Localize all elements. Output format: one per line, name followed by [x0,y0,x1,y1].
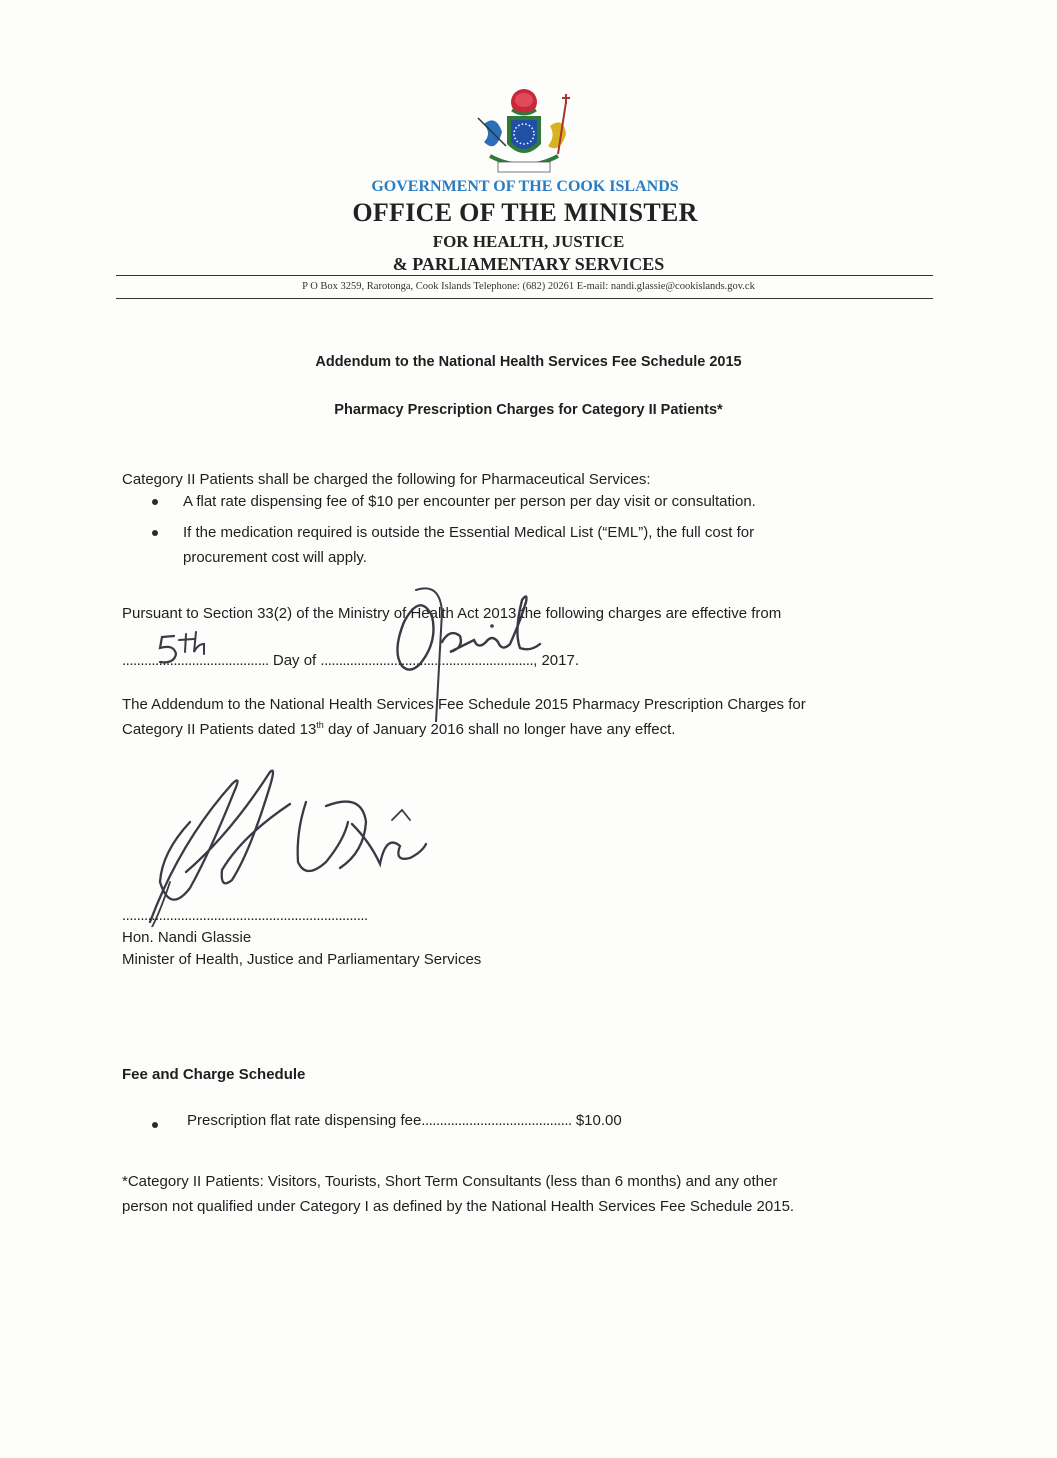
contact-line: P O Box 3259, Rarotonga, Cook Islands Telephone: (682) 20261 E-mail: nandi.glassie@cookislands.gov.ck [302,281,755,292]
signatory-name: Hon. Nandi Glassie [122,929,252,946]
bullet-icon [152,530,160,538]
supersede-text-b: day of January 2016 shall no longer have any effect. [323,721,676,738]
coat-of-arms-icon [462,84,592,179]
pursuant-paragraph: Pursuant to Section 33(2) of the Ministry of Health Act 2013 the following charges are effective from [122,605,782,622]
fee-item-value: $10.00 [575,1112,622,1129]
document-subtitle: Pharmacy Prescription Charges for Category II Patients* [334,402,723,418]
day-blank: ........................................ [122,652,269,669]
fee-item-dots: ......................................... [421,1112,572,1129]
bullet-icon [152,1122,160,1130]
year-label: , 2017. [533,652,579,669]
portfolio-line-2: & PARLIAMENTARY SERVICES [392,254,665,274]
fee-schedule-heading: Fee and Charge Schedule [122,1066,306,1083]
bullet-item-2: If the medication required is outside the Essential Medical List (“EML”), the full cost for [183,524,755,541]
fee-item-label: Prescription flat rate dispensing fee [187,1112,422,1129]
bullet-item-2-continued: procurement cost will apply. [183,549,367,566]
month-blank: .......................................................... [320,652,534,669]
supersede-paragraph-line-2 [122,717,675,743]
fee-schedule-item [187,1108,622,1134]
signatory-title: Minister of Health, Justice and Parliamentary Services [122,951,482,968]
signature-dots: ................................................................... [122,907,368,924]
bullet-icon [152,499,160,507]
supersede-superscript: th [316,720,324,730]
footnote-line-2: person not qualified under Category I as defined by the National Health Services Fee Schedule 2015. [122,1198,795,1215]
office-title: OFFICE OF THE MINISTER [352,198,698,227]
portfolio-line-1: FOR HEALTH, JUSTICE [432,232,625,251]
footnote-line-1: *Category II Patients: Visitors, Tourists, Short Term Consultants (less than 6 months) and any other [122,1173,778,1190]
intro-paragraph: Category II Patients shall be charged the following for Pharmaceutical Services: [122,471,651,488]
handwritten-day-5th [152,630,222,670]
day-of-label: Day of [272,652,317,669]
document-title: Addendum to the National Health Services Fee Schedule 2015 [315,354,742,370]
letterhead-rule-top [116,275,933,276]
bullet-item-1: A flat rate dispensing fee of $10 per encounter per person per day visit or consultation. [183,493,756,510]
supersede-paragraph-line-1: The Addendum to the National Health Services Fee Schedule 2015 Pharmacy Prescription Charges for [122,696,806,713]
letterhead-rule-bottom [116,298,933,299]
supersede-text-a: Category II Patients dated 13 [122,721,317,738]
government-name: GOVERNMENT OF THE COOK ISLANDS [371,178,679,195]
